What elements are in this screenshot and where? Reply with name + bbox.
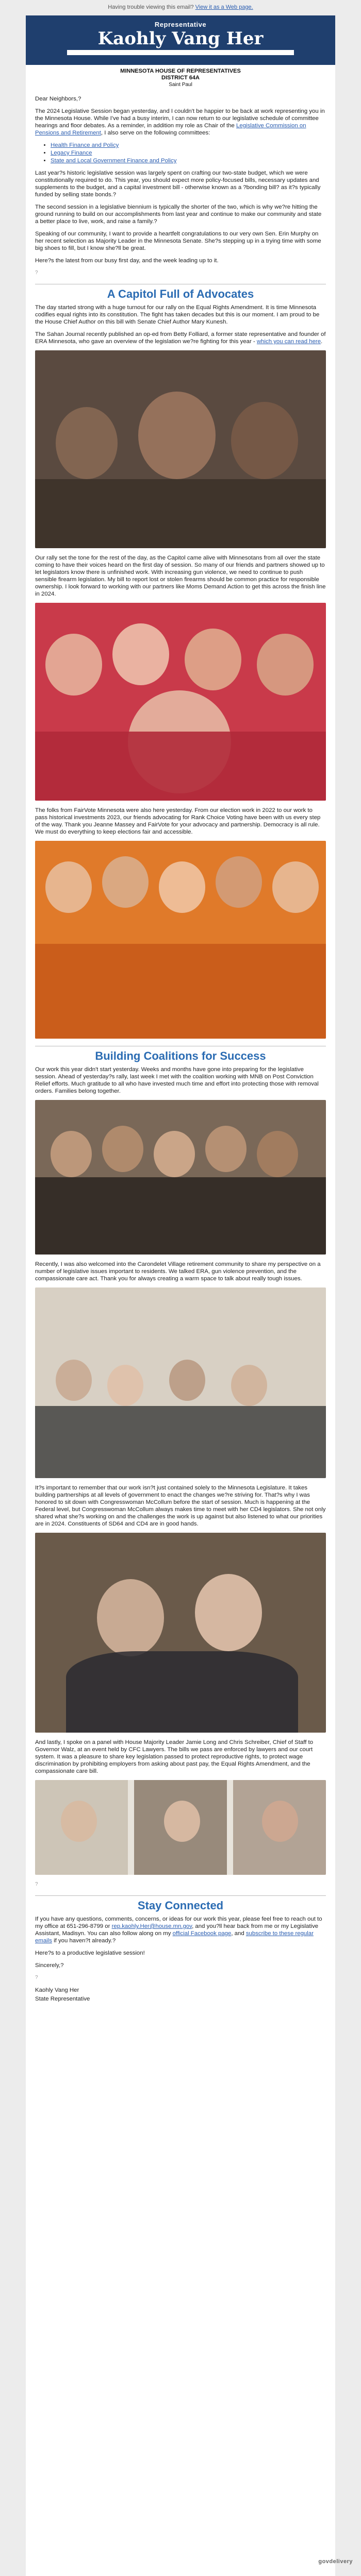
signature-title: State Representative: [35, 1996, 90, 2002]
view-as-webpage-link[interactable]: View it as a Web page.: [195, 4, 253, 10]
advocates-paragraph-2: [35, 331, 326, 345]
carondelet-village-photo: [35, 1287, 326, 1478]
connected-paragraph-1: [35, 1916, 326, 1944]
sahan-oped-link[interactable]: which you can read here: [256, 338, 321, 345]
spacer-mark: ?: [35, 1975, 38, 1980]
coalitions-paragraph-4: And lastly, I spoke on a panel with House Majority Leader Jamie Long and Chris Schreiber, Chief of Staff to Governor Walz, at an event held by CFC Lawyers. The bills we pass are enforced by lawyers and our court system. It was a pleasure to share key legislation passed to protect reproductive rights, to protect wage discrimination by prohibiting employers from asking about past pay, the Equal Rights Amendment, and the compassionate care bill.: [35, 1739, 314, 1774]
govdelivery-logo: govdelivery: [318, 2558, 353, 2565]
coalition-meeting-photo: [35, 1100, 326, 1255]
intro-p1-part1: The 2024 Legislative Session began yesterday, and I couldn't be happier to be back at work representing you in the Minnesota House. While I've had a busy interim, I can now return to our legislative schedule of committee hearings and floor debates. As a reminder, in addition my role as Chair of the: [35, 108, 325, 129]
coalitions-paragraph-3: It?s important to remember that our work isn?t just contained solely to the Minnesota Legislature. It takes building partnerships at all levels of government to enact the changes we?re striving for. That?s why I was honored to sit down with Congresswoman McCollum before the start of session. Much is happening at the Federal level, but Congresswoman McCollum always makes time to meet with her CD4 legislators. She not only shared what she?s working on and the challenges the work is up against but also listened to what our priorities are in 2024. Constituents of SD64 and CD4 are in good hands.: [35, 1485, 326, 1527]
pensions-commission-link[interactable]: Legislative Commission on Pensions and Retirement: [35, 123, 306, 136]
section-title-coalitions: Building Coalitions for Success: [95, 1049, 266, 1062]
subscribe-link[interactable]: subscribe to these regular emails: [35, 1930, 314, 1944]
intro-paragraph-5: Here?s the latest from our busy first day, and the week leading up to it.: [35, 258, 219, 264]
spacer-mark: ?: [35, 1882, 38, 1887]
connected-p1-part4: if you haven?t already.?: [52, 1938, 116, 1944]
signature-name: Kaohly Vang Her: [35, 1987, 79, 1993]
subhead-city: Saint Paul: [169, 82, 192, 88]
facebook-link[interactable]: official Facebook page: [172, 1930, 232, 1937]
spacer-mark: ?: [35, 270, 38, 276]
section-title-connected: Stay Connected: [137, 1899, 224, 1912]
era-rally-photo: [35, 350, 326, 548]
connected-p1-part1: If you have any questions, comments, concerns, or ideas for our work this year, please feel free to reach out to my office at 651-296-8799 or: [35, 1916, 322, 1929]
newsletter-header: [26, 15, 335, 65]
committee-link-health[interactable]: Health Finance and Policy: [51, 142, 119, 148]
committee-item: [51, 157, 326, 164]
coalitions-paragraph-1: Our work this year didn't start yesterday. Weeks and months have gone into preparing for the legislative session. Ahead of yesterday?s rally, last week I met with the coalition working with MNB on Post Conviction Relief efforts. Much gratitude to all who have invested much time and effort into protecting those with removal orders. Families belong together.: [35, 1066, 319, 1094]
advocates-paragraph-4: The folks from FairVote Minnesota were also here yesterday. From our election work in 2022 to our work to pass historical investments 2023, our friends advocating for Rank Choice Voting have been with us every step of the way. Thank you Jeanne Massey and FairVote for your advocacy and partnership. Democracy is all rule. We must do everything to keep elections fair and accessible.: [35, 807, 321, 835]
advocates-paragraph-1: The day started strong with a huge turnout for our rally on the Equal Rights Amendment. It is time Minnesota codifies equal rights into its constitution. The fight has taken decades but this is our moment. I am proud to be the House Chief Author on this bill with Senate Chief Author Mary Kunesh.: [35, 304, 320, 325]
coalitions-paragraph-2: Recently, I was also welcomed into the Carondelet Village retirement community to share my perspective on a number of legislative issues important to residents. We talked ERA, gun violence prevention, and the compassionate care act. Thank you for always creating a warm space to talk about really tough issues.: [35, 1261, 321, 1282]
intro-p1-part2: , I also serve on the following committees:: [101, 130, 210, 136]
email-body: [26, 15, 335, 2576]
signoff: Sincerely,?: [35, 1962, 64, 1969]
section-divider: [35, 1895, 326, 1896]
connected-p1-part3: , and: [231, 1930, 246, 1937]
email-link[interactable]: rep.kaohly.Her@house.mn.gov: [111, 1923, 192, 1929]
committee-list: [35, 142, 326, 164]
mccollum-meeting-photo: [35, 1533, 326, 1733]
cfc-panel-photo-strip: [35, 1780, 326, 1875]
district-subhead: [26, 65, 335, 88]
committee-item: [51, 149, 326, 157]
subhead-district: DISTRICT 64A: [161, 75, 200, 81]
header-kicker: Representative: [154, 21, 207, 28]
intro-paragraph-1: [35, 108, 326, 137]
committee-link-legacy[interactable]: Legacy Finance: [51, 150, 92, 156]
header-name: Kaohly Vang Her: [97, 28, 264, 49]
header-divider: [67, 50, 294, 55]
intro-paragraph-4: Speaking of our community, I want to provide a heartfelt congratulations to our very own Sen. Erin Murphy on her recent selection as Majority Leader in the Minnesota Senate. She?s stepping up in a trying time with some big shoes to fill, but I know she?ll be great.: [35, 231, 321, 251]
subhead-house: MINNESOTA HOUSE OF REPRESENTATIVES: [120, 68, 241, 74]
fairvote-photo: [35, 841, 326, 1039]
connected-p1-part2: , and you?ll hear back from me or my Legislative Assistant, Madisyn. You can also follow along on my: [35, 1923, 319, 1937]
committee-link-state-local[interactable]: State and Local Government Finance and Policy: [51, 158, 177, 164]
section-title-advocates: A Capitol Full of Advocates: [107, 287, 254, 300]
advocates-p2-part1: The Sahan Journal recently published an op-ed from Betty Folliard, a former state representative and founder of ERA Minnesota, who gave an overview of the legislation we?re fighting for this year -: [35, 331, 326, 345]
preheader-text: Having trouble viewing this email?: [108, 4, 194, 10]
connected-paragraph-2: Here?s to a productive legislative session!: [35, 1950, 145, 1956]
email-content: [26, 95, 335, 2003]
intro-paragraph-2: Last year?s historic legislative session was largely spent on crafting our two-state budget, which we were constitutionally required to do. This year, you should expect more policy-focused bills, necessary updates and supplements to the budget, and a capital investment bill - otherwise known as a ?bonding bill? as it?s typically funded by selling state bonds.?: [35, 170, 321, 198]
intro-paragraph-3: The second session in a legislative biennium is typically the shorter of the two, which is why we?re hitting the ground running to build on our accomplishments from last year and continue to make our community and state a better place to live, work, and raise a family.?: [35, 204, 322, 225]
committee-item: [51, 142, 326, 149]
moms-demand-action-photo: [35, 603, 326, 801]
advocates-p2-part2: .: [321, 338, 323, 345]
preheader: [0, 0, 361, 15]
greeting: Dear Neighbors,?: [35, 96, 81, 102]
advocates-paragraph-3: Our rally set the tone for the rest of the day, as the Capitol came alive with Minnesotans from all over the state coming to have their voices heard on the first day of session. So many of our friends and partners showed up to let legislators know there is unfinished work. With increasing gun violence, we need to continue to push sensible firearm legislation. My bill to report lost or stolen firearms should be common practice for responsible ownership. I look forward to working with our partners like Moms Demand Action to get this across the finish line in 2024.: [35, 555, 326, 597]
